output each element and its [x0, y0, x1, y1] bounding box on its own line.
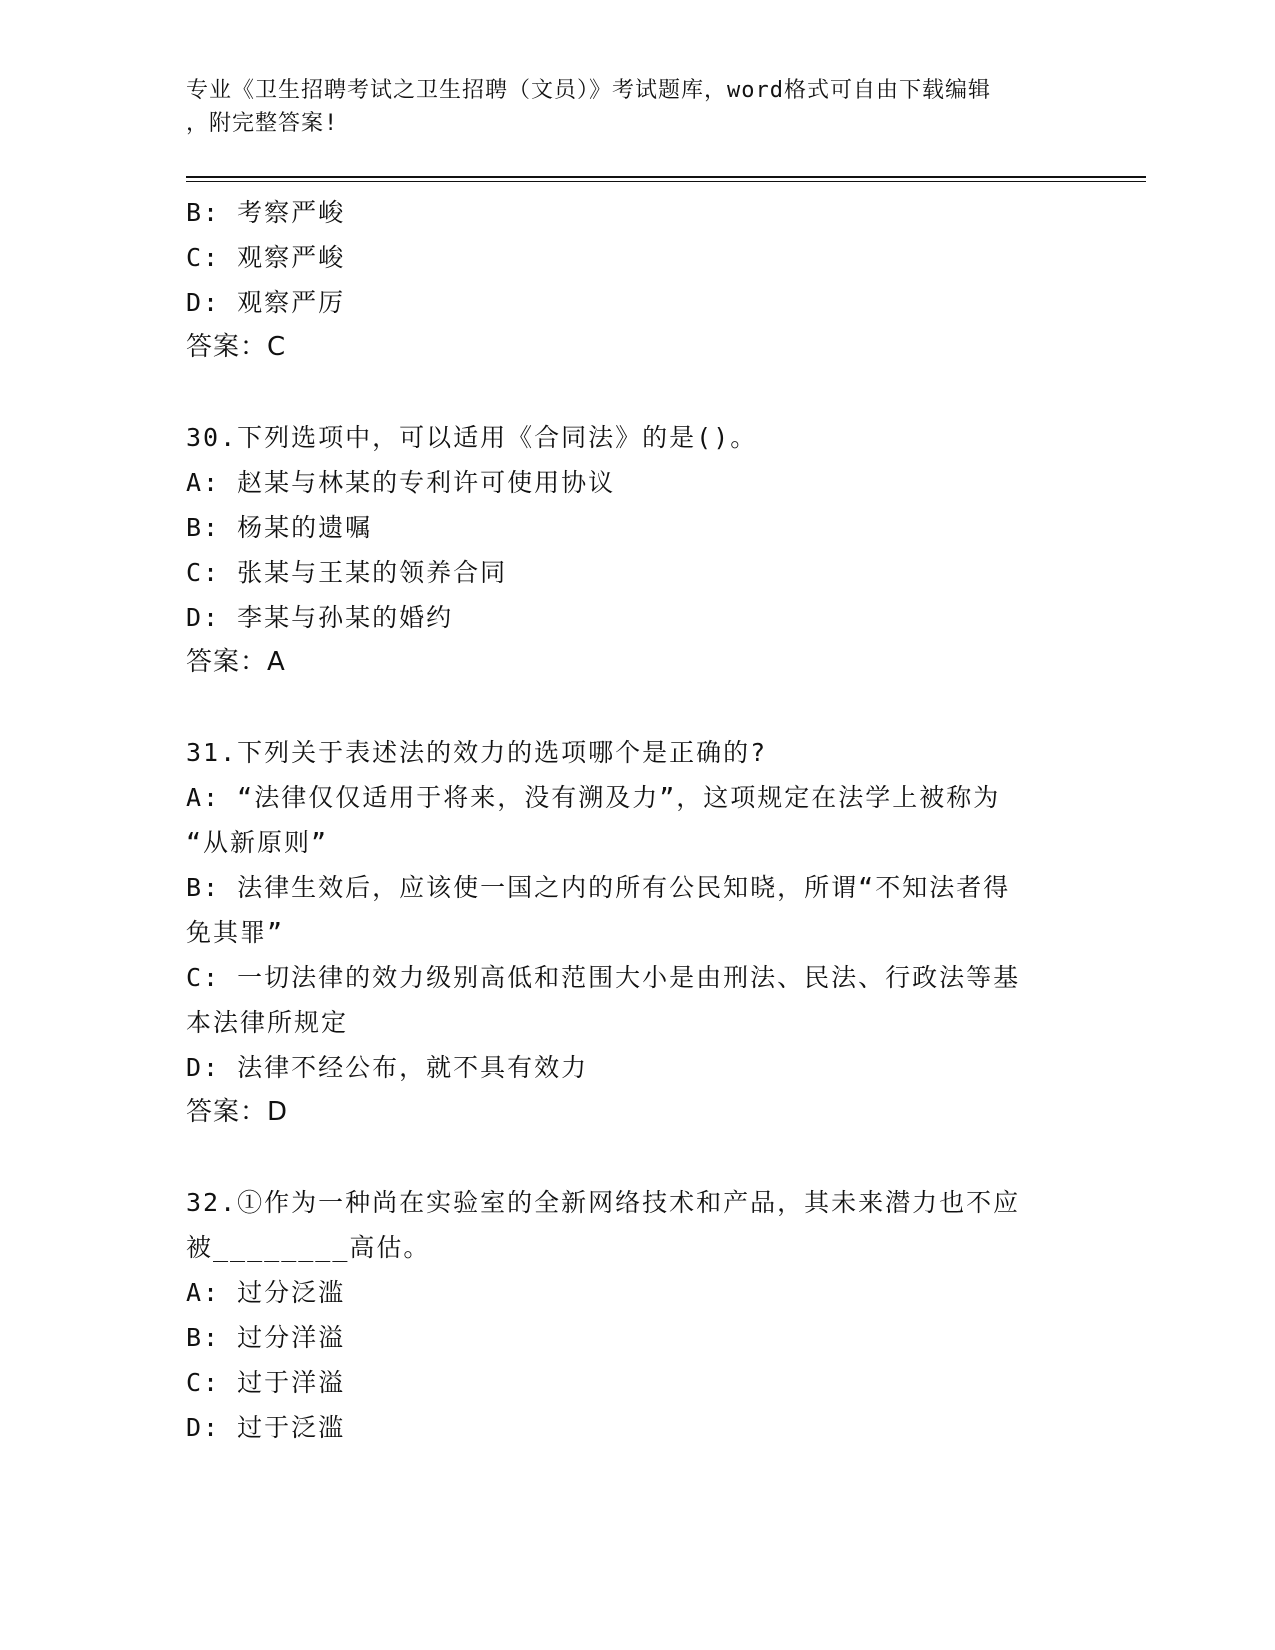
- header-line-2: ，附完整答案!: [186, 111, 339, 136]
- option-c: C: 张某与王某的领养合同: [186, 558, 508, 587]
- option-b: B: 杨某的遗嘱: [186, 513, 373, 542]
- spacer: [186, 685, 1086, 730]
- header-divider-thick: [186, 176, 1146, 178]
- spacer: [186, 1135, 1086, 1180]
- option-b: B: 过分洋溢: [186, 1323, 346, 1352]
- answer-line: 答案：C: [186, 332, 287, 362]
- option-c: C: 过于洋溢: [186, 1368, 346, 1397]
- option-b-continued: 免其罪”: [186, 918, 285, 947]
- question-continued: [186, 190, 1086, 370]
- option-a: A: 过分泛滥: [186, 1278, 346, 1307]
- question-list: [186, 190, 1086, 1450]
- option-b: B: 考察严峻: [186, 198, 346, 227]
- question-30: [186, 415, 1086, 685]
- question-32: [186, 1180, 1086, 1450]
- header-divider-thin: [186, 181, 1146, 182]
- option-a: A: “法律仅仅适用于将来，没有溯及力”，这项规定在法学上被称为: [186, 783, 1001, 812]
- option-c: C: 一切法律的效力级别高低和范围大小是由刑法、民法、行政法等基: [186, 963, 1021, 992]
- option-d: D: 过于泛滥: [186, 1413, 346, 1442]
- option-b: B: 法律生效后，应该使一国之内的所有公民知晓，所谓“不知法者得: [186, 873, 1011, 902]
- answer-line: 答案：A: [186, 647, 286, 677]
- answer-line: 答案：D: [186, 1097, 289, 1127]
- option-a-continued: “从新原则”: [186, 828, 329, 857]
- spacer: [186, 370, 1086, 415]
- question-stem-continued: 被________高估。: [186, 1233, 431, 1262]
- option-d: D: 观察严厉: [186, 288, 346, 317]
- question-stem: 32.①作为一种尚在实验室的全新网络技术和产品，其未来潜力也不应: [186, 1188, 1021, 1217]
- question-stem: 30.下列选项中，可以适用《合同法》的是()。: [186, 423, 758, 452]
- header-line-1: 专业《卫生招聘考试之卫生招聘（文员）》考试题库，word格式可自由下载编辑: [186, 78, 991, 103]
- question-stem: 31.下列关于表述法的效力的选项哪个是正确的?: [186, 738, 768, 767]
- option-d: D: 李某与孙某的婚约: [186, 603, 454, 632]
- option-c-continued: 本法律所规定: [186, 1008, 349, 1037]
- document-header: [186, 74, 1066, 140]
- question-31: [186, 730, 1086, 1135]
- option-c: C: 观察严峻: [186, 243, 346, 272]
- option-d: D: 法律不经公布，就不具有效力: [186, 1053, 589, 1082]
- option-a: A: 赵某与林某的专利许可使用协议: [186, 468, 616, 497]
